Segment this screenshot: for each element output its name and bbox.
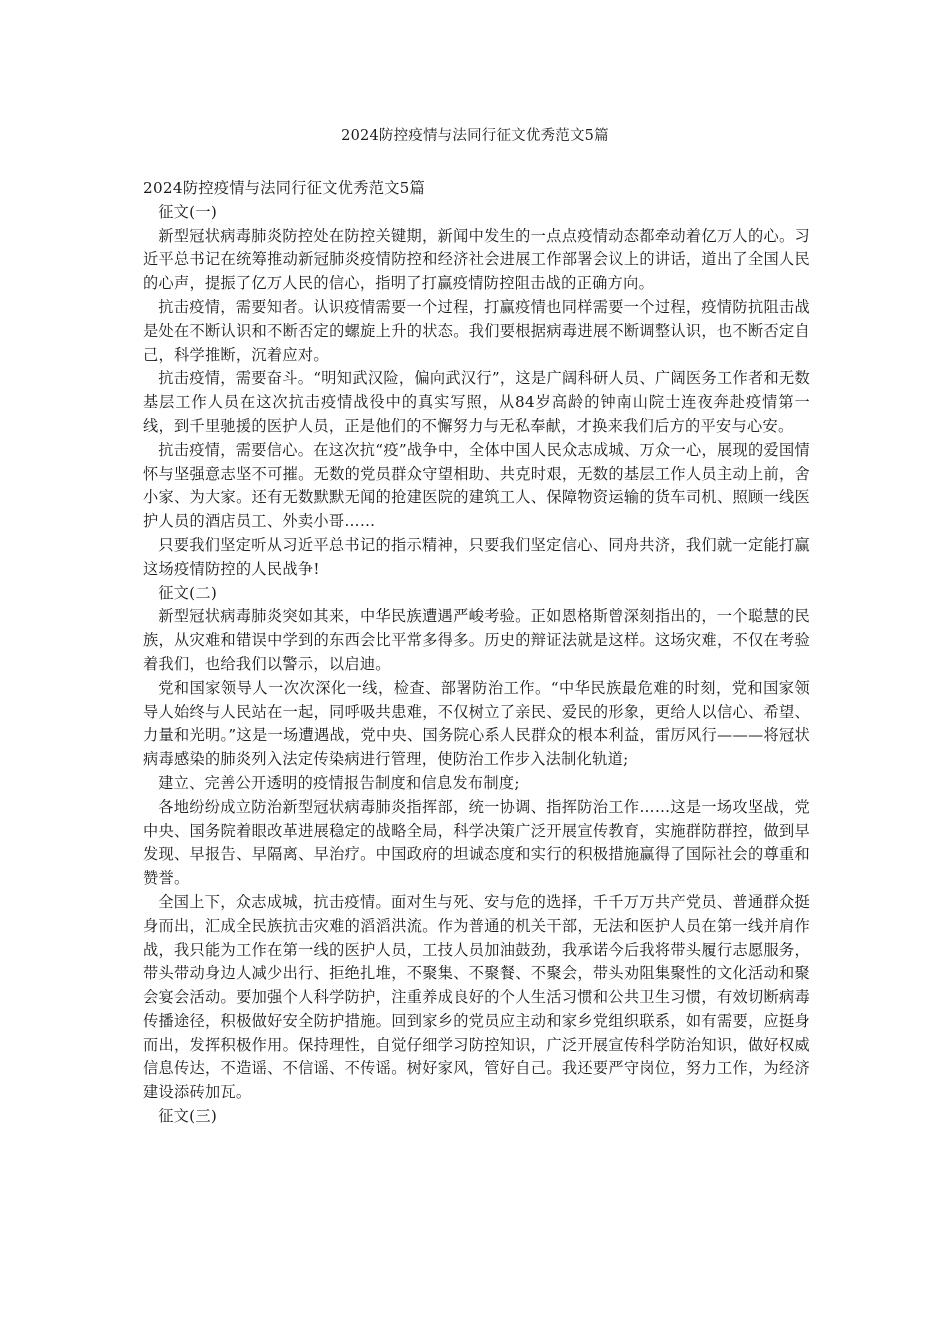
body-paragraph: 抗击疫情，需要奋斗。“明知武汉险，偏向武汉行”，这是广阔科研人员、广阔医务工作者和无数基层工作人员在这次抗击疫情战役中的真实写照，从84岁高龄的钟南山院士连夜奔赴疫情第一线，到千里驰援的医护人员，正是他们的不懈努力与无私奉献，才换来我们后方的平安与心安。 — [143, 369, 810, 435]
body-paragraph: 抗击疫情，需要知者。认识疫情需要一个过程，打赢疫情也同样需要一个过程，疫情防抗阻击战是处在不断认识和不断否定的螺旋上升的状态。我们要根据病毒进展不断调整认识，也不断否定自己，科学推断，沉着应对。 — [143, 297, 810, 364]
document-body — [143, 177, 810, 1129]
body-paragraph: 建立、完善公开透明的疫情报告制度和信息发布制度; — [158, 773, 520, 792]
section-heading: 征文(一) — [158, 202, 218, 221]
body-paragraph: 党和国家领导人一次次深化一线，检查、部署防治工作。“中华民族最危难的时刻，党和国家领导人始终与人民站在一起，同呼吸共患难，不仅树立了亲民、爱民的形象，更给人以信心、希望、力量和光明。”这是一场遭遇战，党中央、国务院心系人民群众的根本利益，雷厉风行———将冠状病毒感染的肺炎列入法定传染病进行管理，使防治工作步入法制化轨道; — [143, 678, 810, 769]
body-paragraph: 全国上下，众志成城，抗击疫情。面对生与死、安与危的选择，千千万万共产党员、普通群众挺身而出，汇成全民族抗击灾难的滔滔洪流。作为普通的机关干部，无法和医护人员在第一线并肩作战，我只能为工作在第一线的医护人员，工技人员加油鼓劲，我承诺今后我将带头履行志愿服务，带头带动身边人减少出行、拒绝扎堆，不聚集、不聚餐、不聚会，带头劝阻集聚性的文化活动和聚会宴会活动。要加强个人科学防护，注重养成良好的个人生活习惯和公共卫生习惯，有效切断病毒传播途径，积极做好安全防护措施。回到家乡的党员应主动和家乡党组织联系，如有需要，应挺身而出，发挥积极作用。保持理性，自觉仔细学习防控知识，广泛开展宣传科学防治知识，做好权威信息传达，不造谣、不信谣、不传谣。树好家风，管好自己。我还要严守岗位，努力工作，为经济建设添砖加瓦。 — [143, 892, 810, 1102]
section-heading: 征文(二) — [158, 583, 218, 602]
document-subtitle: 2024防控疫情与法同行征文优秀范文5篇 — [143, 179, 426, 197]
body-paragraph: 抗击疫情，需要信心。在这次抗“疫”战争中，全体中国人民众志成城、万众一心，展现的爱国情怀与坚强意志坚不可摧。无数的党员群众守望相助、共克时艰，无数的基层工作人员主动上前，舍小家、为大家。还有无数默默无闻的抢建医院的建筑工人、保障物资运输的货车司机、照顾一线医护人员的酒店员工、外卖小哥…… — [143, 440, 810, 531]
body-paragraph: 新型冠状病毒肺炎防控处在防控关键期，新闻中发生的一点点疫情动态都牵动着亿万人的心。习近平总书记在统筹推动新冠肺炎疫情防控和经济社会进展工作部署会议上的讲话，道出了全国人民的心声，提振了亿万人民的信心，指明了打赢疫情防控阻击战的正确方向。 — [143, 226, 810, 293]
body-paragraph: 各地纷纷成立防治新型冠状病毒肺炎指挥部，统一协调、指挥防治工作……这是一场攻坚战，党中央、国务院着眼改革进展稳定的战略全局，科学决策广泛开展宣传教育，实施群防群控，做到早发现、早报告、早隔离、早治疗。中国政府的坦诚态度和实行的积极措施赢得了国际社会的尊重和赞誉。 — [143, 797, 810, 888]
document-title: 2024防控疫情与法同行征文优秀范文5篇 — [341, 128, 609, 144]
body-paragraph: 只要我们坚定听从习近平总书记的指示精神，只要我们坚定信心、同舟共济，我们就一定能打赢这场疫情防控的人民战争! — [143, 535, 810, 578]
section-heading: 征文(三) — [158, 1107, 218, 1126]
body-paragraph: 新型冠状病毒肺炎突如其来，中华民族遭遇严峻考验。正如恩格斯曾深刻指出的，一个聪慧的民族，从灾难和错误中学到的东西会比平常多得多。历史的辩证法就是这样。这场灾难，不仅在考验着我们，也给我们以警示，以启迪。 — [143, 607, 810, 673]
